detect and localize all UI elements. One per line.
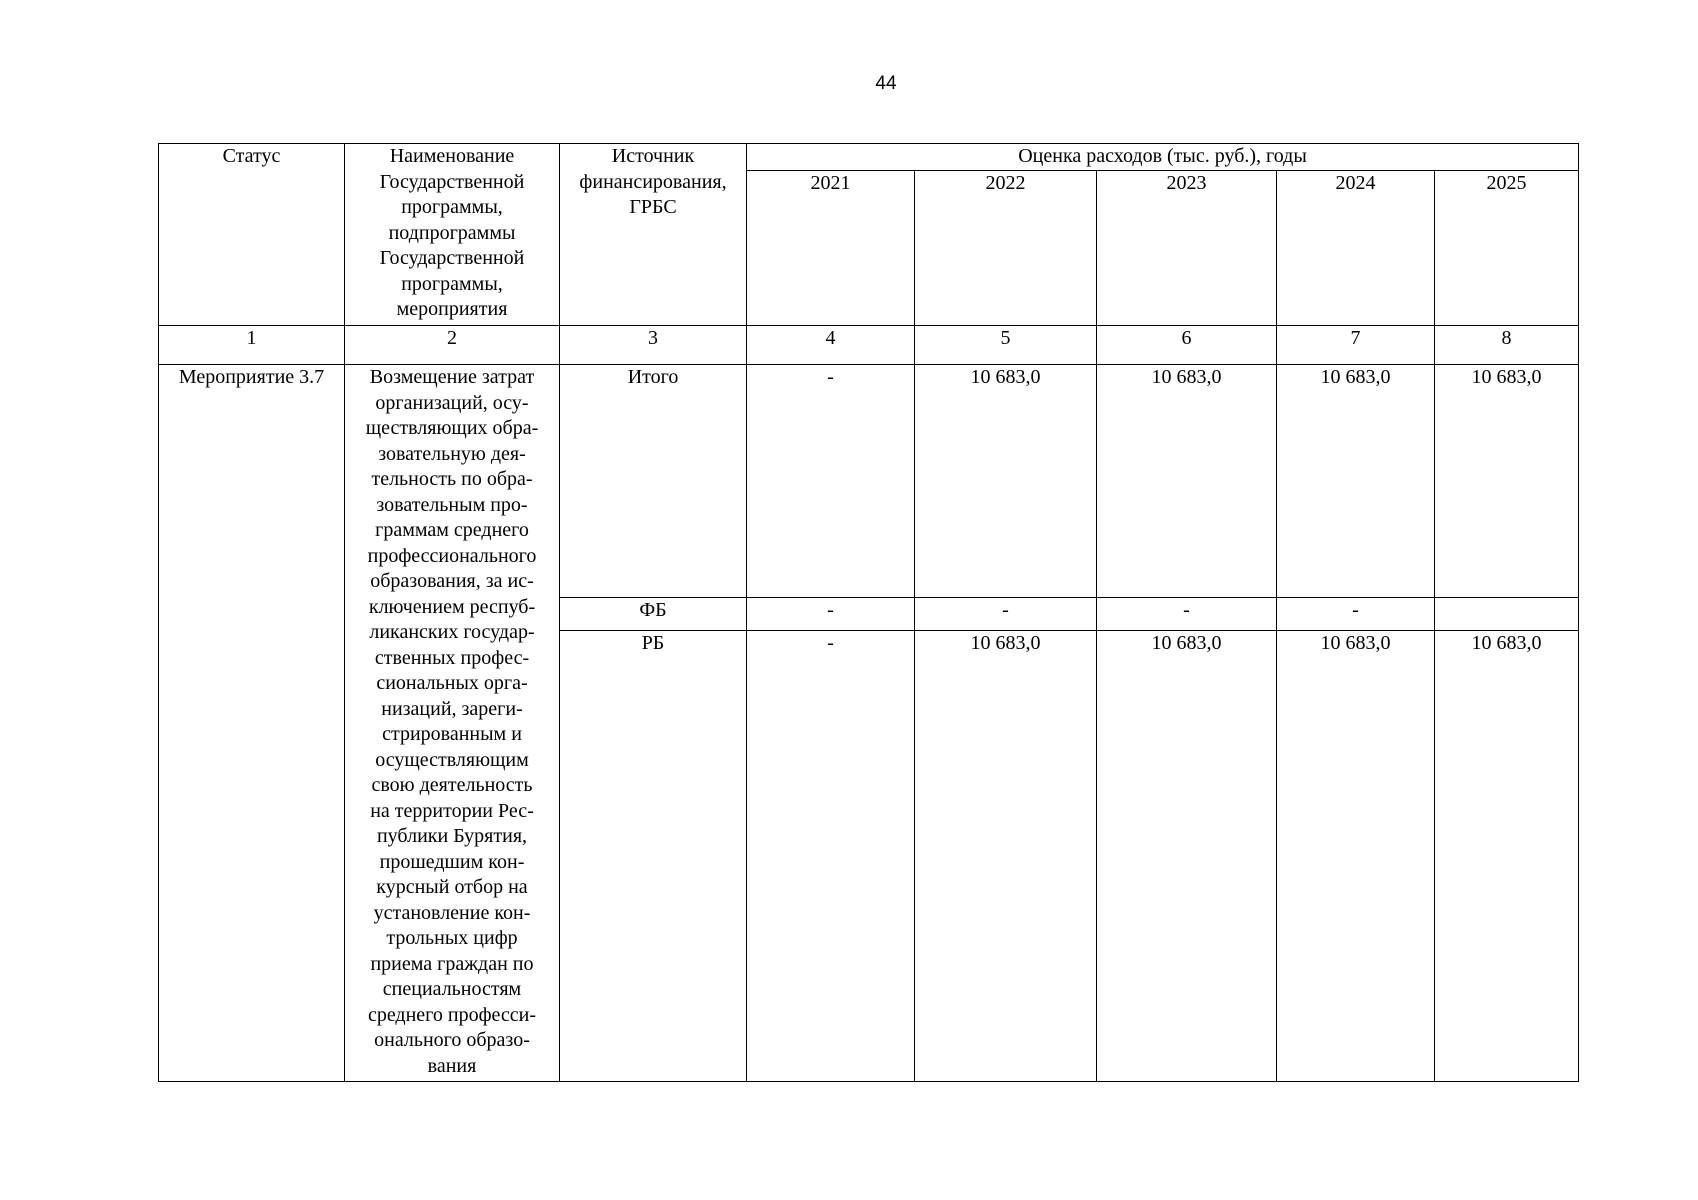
header-name-line: Наименование (389, 145, 515, 167)
event-name-line: свою деятельность (371, 774, 533, 796)
header-year: 2025 (1435, 171, 1579, 326)
column-number: 4 (747, 326, 915, 365)
value-cell: - (1097, 598, 1277, 631)
event-name-line: специальностям (382, 978, 522, 1000)
event-name-line: ществляющих обра- (365, 417, 539, 439)
event-name-line: зовательную дея- (378, 442, 526, 465)
event-name-line: зовательным про- (376, 493, 528, 516)
header-name (345, 144, 560, 326)
column-numbers-row (159, 326, 1579, 365)
header-expenses-group: Оценка расходов (тыс. руб.), годы (747, 144, 1579, 171)
header-name-line: Государственной (379, 247, 525, 269)
table-row (159, 365, 1579, 598)
event-name-line: низаций, зареги- (381, 697, 523, 720)
event-name-line: стрированным и (382, 723, 522, 745)
header-name-line: Государственной (379, 170, 525, 193)
source-cell-rb: РБ (560, 631, 747, 1082)
value-cell: - (1277, 598, 1435, 631)
budget-table (158, 143, 1579, 1082)
value-cell: 10 683,0 (1277, 365, 1435, 598)
status-cell: Мероприятие 3.7 (159, 365, 345, 1082)
value-cell: - (747, 631, 915, 1082)
event-name-line: сиональных орга- (376, 672, 528, 694)
value-cell: 10 683,0 (915, 631, 1097, 1082)
event-name-line: организаций, осу- (375, 391, 529, 414)
event-name-line: образования, за ис- (370, 570, 534, 592)
header-name-line: мероприятия (396, 298, 508, 320)
value-cell: - (747, 365, 915, 598)
value-cell: 10 683,0 (1277, 631, 1435, 1082)
header-source (560, 144, 747, 326)
event-name-line: ственных профес- (374, 646, 530, 669)
value-cell: 10 683,0 (1435, 631, 1579, 1082)
event-name-line: ликанских государ- (369, 621, 535, 643)
event-name-cell (345, 365, 560, 1082)
column-number: 2 (345, 326, 560, 365)
event-name-line: курсный отбор на (376, 876, 528, 898)
event-name-line: на территории Рес- (370, 799, 534, 822)
value-cell: 10 683,0 (915, 365, 1097, 598)
event-name-line: онального образо- (374, 1029, 530, 1051)
event-name-line: приема граждан по (370, 952, 534, 975)
header-year: 2021 (747, 171, 915, 326)
event-name-line: прошедшим кон- (379, 850, 525, 873)
event-name-line: профессионального (367, 544, 537, 567)
source-cell-total: Итого (560, 365, 747, 598)
header-source-line: Источник (611, 145, 695, 167)
header-year: 2022 (915, 171, 1097, 326)
event-name-line: установление кон- (373, 901, 531, 924)
header-row (159, 144, 1579, 171)
header-year: 2023 (1097, 171, 1277, 326)
event-name-line: среднего професси- (367, 1003, 537, 1026)
header-name-line: программы, (401, 272, 503, 295)
header-status: Статус (159, 144, 345, 326)
event-name-line: граммам среднего (375, 519, 529, 541)
column-number: 1 (159, 326, 345, 365)
value-cell: 10 683,0 (1097, 631, 1277, 1082)
column-number: 8 (1435, 326, 1579, 365)
column-number: 7 (1277, 326, 1435, 365)
event-name-line: публики Бурятия, (376, 825, 528, 847)
event-name-line: тельность по обра- (371, 468, 533, 490)
value-cell: - (747, 598, 915, 631)
header-source-line: ГРБС (629, 196, 677, 218)
value-cell: - (915, 598, 1097, 631)
header-name-line: подпрограммы (388, 221, 516, 244)
header-name-line: программы, (401, 196, 503, 218)
column-number: 6 (1097, 326, 1277, 365)
event-name-line: ключением респуб- (368, 595, 536, 618)
value-cell: 10 683,0 (1435, 365, 1579, 598)
source-cell-fb: ФБ (560, 598, 747, 631)
header-year: 2024 (1277, 171, 1435, 326)
column-number: 3 (560, 326, 747, 365)
event-name-line: осуществляющим (375, 748, 529, 771)
event-name-line: трольных цифр (386, 927, 518, 949)
page-number: 44 (875, 73, 897, 94)
column-number: 5 (915, 326, 1097, 365)
event-name-line: Возмещение затрат (369, 366, 535, 388)
header-source-line: финансирования, (579, 170, 727, 193)
event-name-line: вания (427, 1054, 477, 1077)
value-cell (1435, 598, 1579, 631)
value-cell: 10 683,0 (1097, 365, 1277, 598)
